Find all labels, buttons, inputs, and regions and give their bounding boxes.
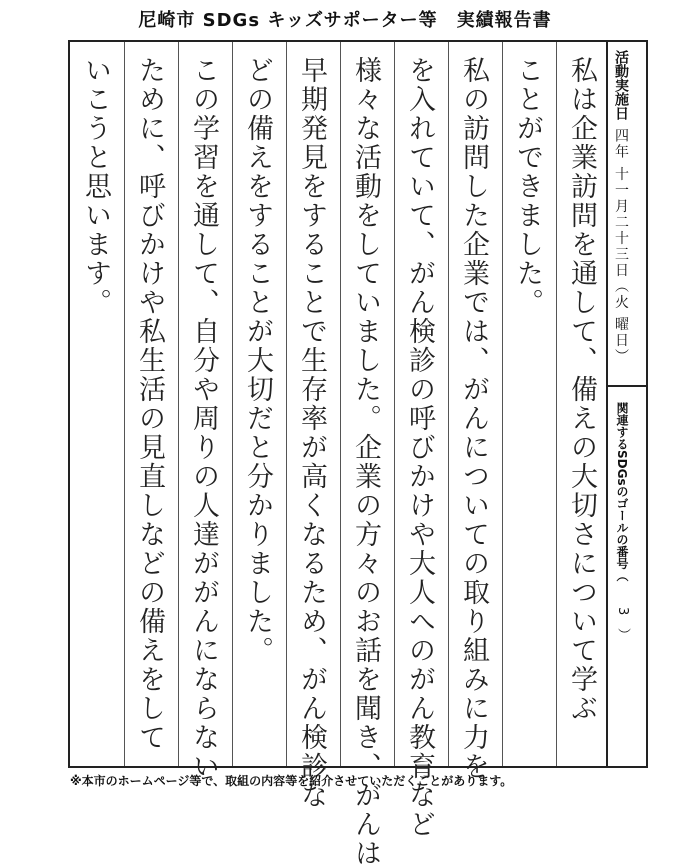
date-box xyxy=(608,42,646,387)
ruled-line xyxy=(502,42,503,766)
footer-note: ※本市のホームページ等で、取組の内容等を紹介させていただくことがあります。 xyxy=(70,774,513,788)
essay-line: 早期発見をすることで生存率が高くなるため、がん検診な xyxy=(296,56,327,810)
ruled-line xyxy=(286,42,287,766)
ruled-line xyxy=(448,42,449,766)
essay-line: どの備えをすることが大切だと分かりました。 xyxy=(242,56,273,665)
ruled-line xyxy=(124,42,125,766)
sdg-goal-label: 関連するSDGsのゴールの番号（ xyxy=(615,402,629,582)
essay-line: を入れていて、がん検診の呼びかけや大人へのがん教育など xyxy=(404,56,435,839)
essay-line: 私の訪問した企業では、がんについての取り組みに力を xyxy=(458,56,489,781)
ruled-line xyxy=(178,42,179,766)
info-column xyxy=(606,42,646,766)
essay-line: 様々な活動をしていました。企業の方々のお話を聞き、がんは xyxy=(350,56,381,868)
ruled-line xyxy=(394,42,395,766)
ruled-line xyxy=(232,42,233,766)
essay-line: ことができました。 xyxy=(512,56,543,317)
essay-line: いこうと思います。 xyxy=(80,56,111,317)
sdg-goal-value: 3 ） xyxy=(615,607,630,642)
essay-line: この学習を通して、自分や周りの人達ががんにならない xyxy=(188,56,219,781)
essay-line: 私は企業訪問を通して、備えの大切さについて学ぶ xyxy=(566,56,597,723)
date-value: 四年 十一月二十三日（火 曜日） xyxy=(613,128,629,365)
page-title: 尼崎市 SDGs キッズサポーター等 実績報告書 xyxy=(138,10,552,31)
date-label: 活動実施日 xyxy=(613,50,629,120)
essay-line: ために、呼びかけや私生活の見直しなどの備えをして xyxy=(134,56,165,752)
ruled-line xyxy=(340,42,341,766)
ruled-line xyxy=(556,42,557,766)
